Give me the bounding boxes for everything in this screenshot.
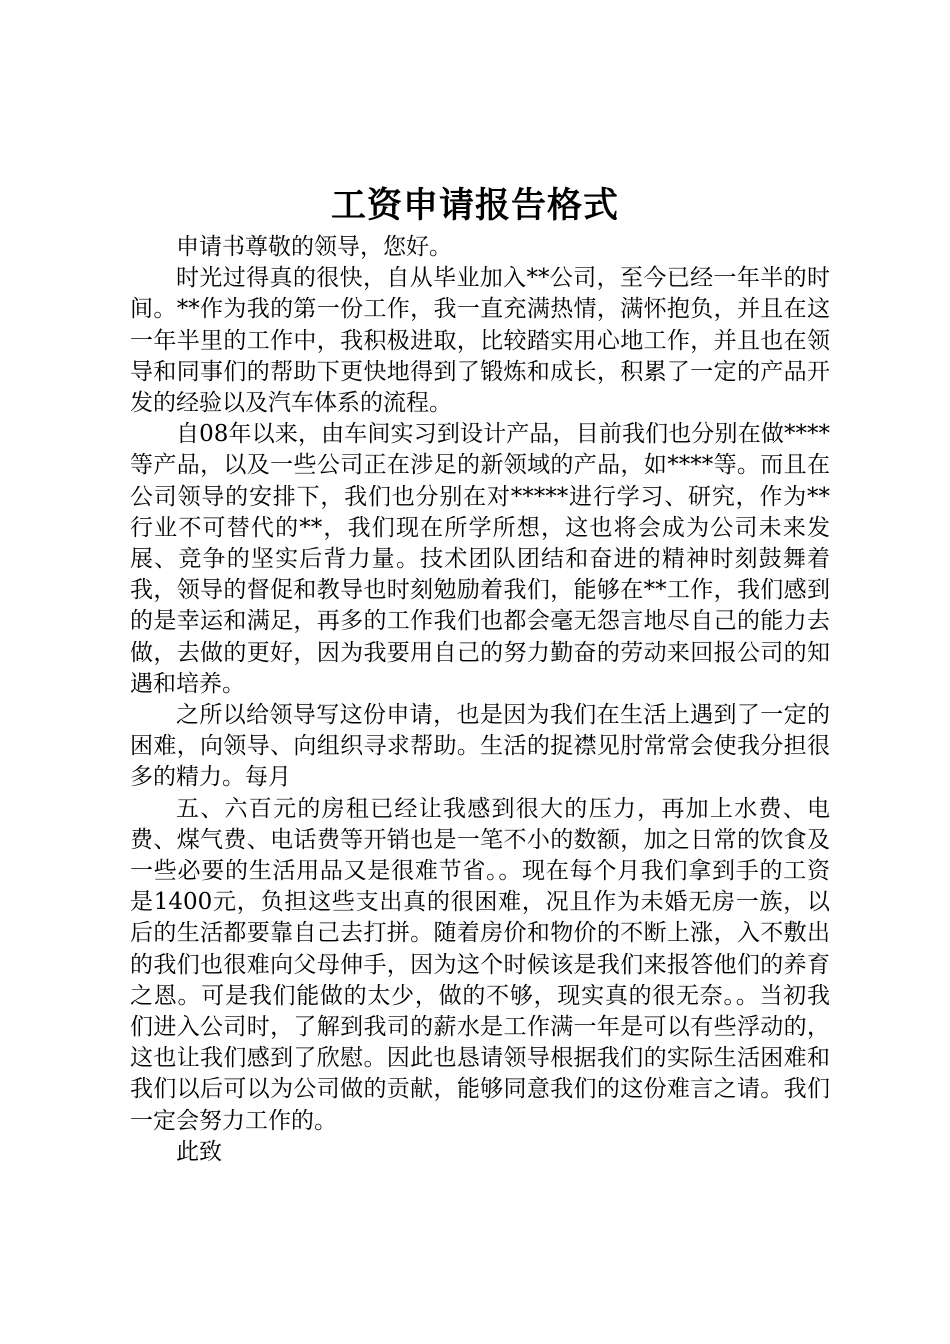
paragraph-salutation: 申请书尊敬的领导，您好。 <box>176 234 452 260</box>
document-body <box>130 232 830 1168</box>
paragraph-closing: 此致 <box>176 1138 222 1165</box>
paragraph-work-experience: 自08年以来，由车间实习到设计产品，目前我们也分别在做****等产品，以及一些公司正在涉足的新领域的产品，如****等。而且在公司领导的安排下，我们也分别在对*****进行学习、研究，作为**行业不可替代的**，我们现在所学所想，这也将会成为公司未来发展、竞争的坚实后背力量。技术团队团结和奋进的精神时刻鼓舞着我，领导的督促和教导也时刻勉励着我们，能够在**工作，我们感到的是幸运和满足，再多的工作我们也都会毫无怨言地尽自己的能力去做，去做的更好，因为我要用自己的努力勤奋的劳动来回报公司的知遇和培养。 <box>130 421 830 697</box>
paragraph-expenses: 五、六百元的房租已经让我感到很大的压力，再加上水费、电费、煤气费、电话费等开销也是一笔不小的数额，加之日常的饮食及一些必要的生活用品又是很难节省。。现在每个月我们拿到手的工资是1400元，负担这些支出真的很困难，况且作为未婚无房一族，以后的生活都要靠自己去打拼。随着房价和物价的不断上涨，入不敷出的我们也很难向父母伸手，因为这个时候该是我们来报答他们的养育之恩。可是我们能做的太少，做的不够，现实真的很无奈。。当初我们进入公司时，了解到我司的薪水是工作满一年是可以有些浮动的，这也让我们感到了欣慰。因此也恳请领导根据我们的实际生活困难和我们以后可以为公司做的贡献，能够同意我们的这份难言之请。我们一定会努力工作的。 <box>130 795 830 1134</box>
paragraph-introduction: 时光过得真的很快，自从毕业加入**公司，至今已经一年半的时间。**作为我的第一份工作，我一直充满热情，满怀抱负，并且在这一年半里的工作中，我积极进取，比较踏实用心地工作，并且也在领导和同事们的帮助下更快地得到了锻炼和成长，积累了一定的产品开发的经验以及汽车体系的流程。 <box>130 265 830 417</box>
paragraph-reason: 之所以给领导写这份申请，也是因为我们在生活上遇到了一定的困难，向领导、向组织寻求帮助。生活的捉襟见肘常常会使我分担很多的精力。每月 <box>130 702 830 791</box>
document-title: 工资申请报告格式 <box>330 186 619 226</box>
